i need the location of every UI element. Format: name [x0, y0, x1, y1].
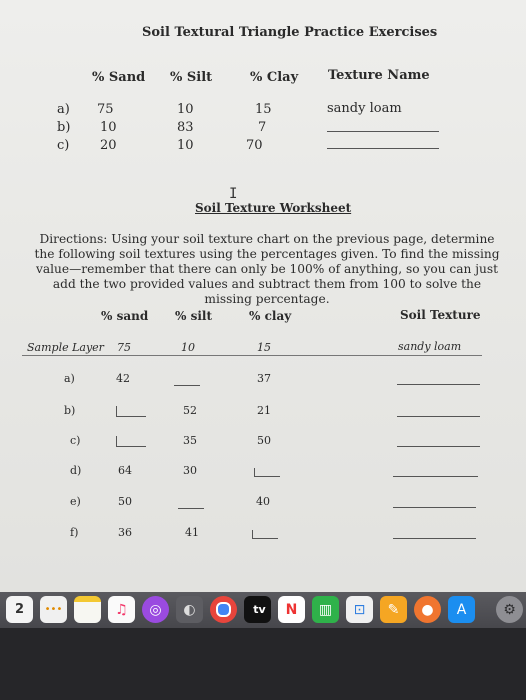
ws-cell-clay: 50	[257, 434, 271, 447]
exercise-cell-clay: 70	[246, 138, 263, 153]
ws-blank-silt[interactable]	[178, 508, 204, 509]
ws-cell-sand: 64	[118, 464, 132, 477]
ws-cell-clay: 40	[256, 495, 270, 508]
calendar-icon[interactable]	[6, 596, 33, 623]
system-preferences-icon[interactable]: ⚙	[496, 596, 523, 623]
sample-texture: sandy loam	[398, 340, 462, 353]
exercise-cell-texture: sandy loam	[327, 101, 402, 116]
ws-cell-silt: 41	[185, 526, 199, 539]
texture-answer-blank[interactable]	[327, 131, 439, 132]
ws-cell-clay: 21	[257, 404, 271, 417]
apple-tv-icon[interactable]	[244, 596, 271, 623]
text-cursor-icon: I	[229, 186, 238, 202]
ws-row-label: e)	[70, 495, 81, 508]
ws-blank-texture[interactable]	[397, 416, 480, 417]
exercise-cell-silt: 10	[177, 138, 194, 153]
exercise-cell-clay: 15	[255, 102, 272, 117]
sample-layer-label: Sample Layer	[27, 341, 104, 354]
exercise-cell-sand: 10	[100, 120, 117, 135]
ws-header-soil-texture: Soil Texture	[400, 308, 481, 322]
exercise-cell-clay: 7	[258, 120, 267, 135]
ws-blank-sand[interactable]	[116, 416, 146, 417]
chrome-icon[interactable]	[210, 596, 237, 623]
ws-blank-texture[interactable]	[393, 538, 476, 539]
exercise-row-label: c)	[57, 138, 70, 153]
sample-silt: 10	[181, 341, 195, 354]
sample-sand: 75	[117, 341, 131, 354]
ws-blank-tick	[252, 530, 253, 538]
directions-text: Directions: Using your soil texture chart on the previous page, determine the following soil textures using the percentages given. To find the missing value—remember that there can only be 100% of anything, so you can just add the two provided values and subtract them from 100 to solve the missing percentage.	[34, 232, 500, 306]
ws-cell-sand: 50	[118, 495, 132, 508]
ws-blank-tick	[254, 468, 255, 476]
ws-header-silt: % silt	[175, 309, 212, 323]
ws-row-label: d)	[70, 464, 82, 477]
ws-blank-sand[interactable]	[116, 446, 146, 447]
ws-cell-silt: 52	[183, 404, 197, 417]
ws-cell-silt: 35	[183, 434, 197, 447]
ws-header-sand: % sand	[101, 309, 149, 323]
app-store-icon[interactable]: A	[448, 596, 475, 623]
podcasts-icon[interactable]: ◎	[142, 596, 169, 623]
ws-blank-clay[interactable]	[254, 476, 280, 477]
exercise-cell-sand: 20	[100, 138, 117, 153]
sample-clay: 15	[257, 341, 271, 354]
exercise-cell-sand: 75	[97, 102, 114, 117]
header-silt: % Silt	[170, 70, 213, 85]
header-clay: % Clay	[250, 70, 299, 85]
ws-blank-texture[interactable]	[393, 507, 476, 508]
exercise-cell-silt: 10	[177, 102, 194, 117]
numbers-icon[interactable]: ▥	[312, 596, 339, 623]
ws-blank-silt[interactable]	[174, 385, 200, 386]
ws-row-label: c)	[70, 434, 81, 447]
page-title: Soil Textural Triangle Practice Exercises	[142, 25, 438, 40]
texture-answer-blank[interactable]	[327, 148, 439, 149]
ws-cell-sand: 36	[118, 526, 132, 539]
header-texture-name: Texture Name	[328, 68, 430, 83]
worksheet-title: Soil Texture Worksheet	[195, 201, 352, 215]
ws-cell-silt: 30	[183, 464, 197, 477]
music-icon[interactable]: ♫	[108, 596, 135, 623]
screenshot-app-icon[interactable]: ◐	[176, 596, 203, 623]
ws-header-clay: % clay	[249, 309, 292, 323]
ws-blank-texture[interactable]	[393, 476, 478, 477]
apple-tv-label: tv	[249, 603, 266, 616]
ws-row-label: a)	[64, 372, 75, 385]
pages-icon[interactable]: ✎	[380, 596, 407, 623]
firefox-icon[interactable]: ●	[414, 596, 441, 623]
dock	[0, 592, 526, 628]
ws-blank-tick	[116, 406, 117, 416]
ws-row-label: f)	[70, 526, 79, 539]
sample-underline	[22, 355, 482, 356]
chrome-center-icon	[216, 602, 231, 617]
ws-blank-texture[interactable]	[397, 384, 480, 385]
ws-cell-clay: 37	[257, 372, 271, 385]
calendar-date: 2	[14, 602, 25, 617]
exercise-cell-silt: 83	[177, 120, 194, 135]
keynote-icon[interactable]: ⊡	[346, 596, 373, 623]
news-icon[interactable]: N	[278, 596, 305, 623]
screen-bottom-area	[0, 628, 526, 700]
ws-blank-tick	[116, 436, 117, 446]
ws-cell-sand: 42	[116, 372, 130, 385]
reminders-icon[interactable]: •••	[40, 596, 67, 623]
ws-blank-texture[interactable]	[397, 446, 480, 447]
exercise-row-label: a)	[57, 102, 70, 117]
ws-row-label: b)	[64, 404, 76, 417]
notes-icon[interactable]	[74, 596, 101, 623]
header-sand: % Sand	[92, 70, 146, 85]
ws-blank-clay[interactable]	[252, 538, 278, 539]
exercise-row-label: b)	[57, 120, 71, 135]
